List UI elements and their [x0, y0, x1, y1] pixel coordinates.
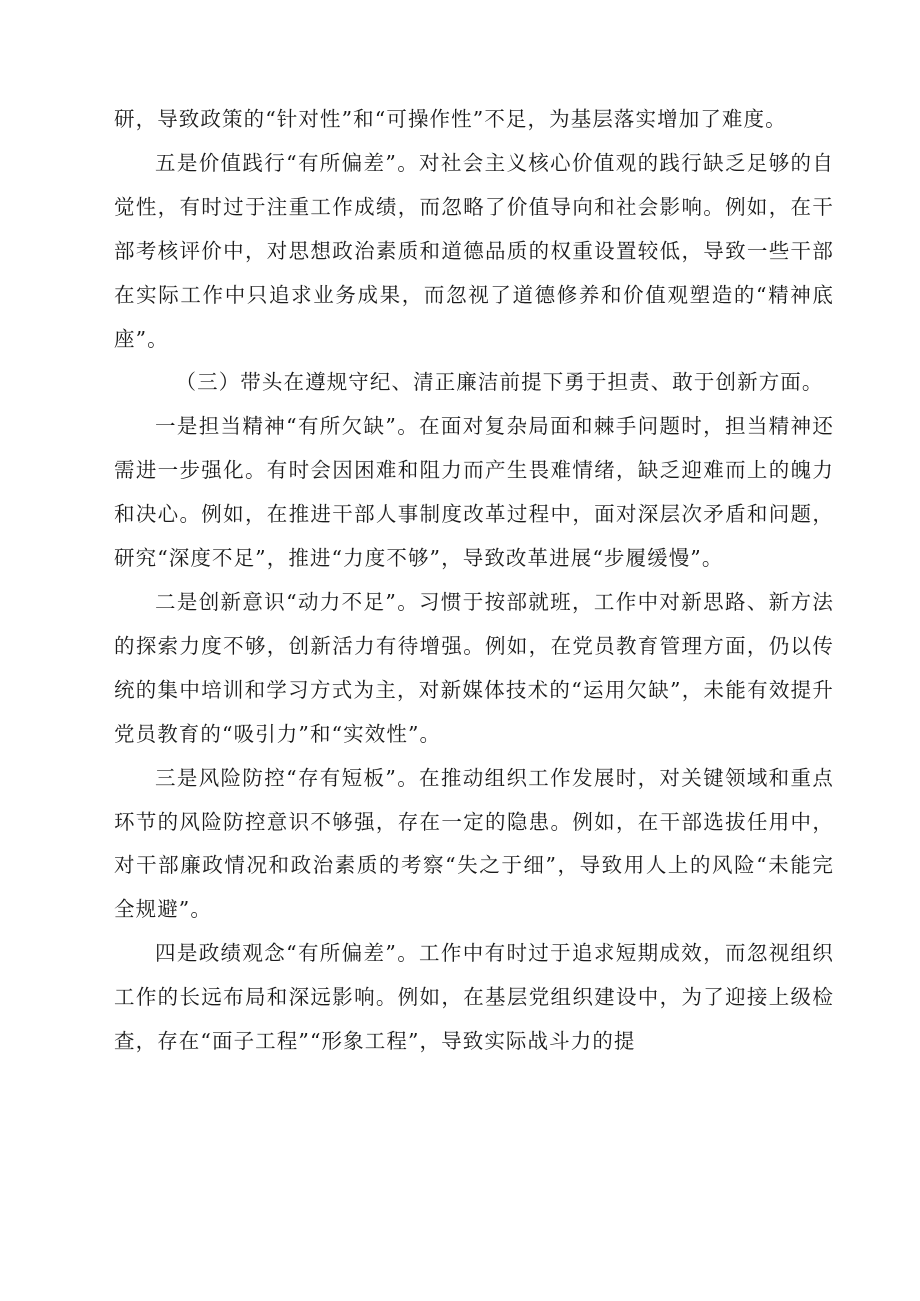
paragraph-performance-view: 四是政绩观念“有所偏差”。工作中有时过于追求短期成效，而忽视组织工作的长远布局和深远影响。例如，在基层党组织建设中，为了迎接上级检查，存在“面子工程”“形象工程”，导致实际战斗力的提 [114, 941, 834, 1054]
paragraph-value-practice: 五是价值践行“有所偏差”。对社会主义核心价值观的践行缺乏足够的自觉性，有时过于注重工作成绩，而忽略了价值导向和社会影响。例如，在干部考核评价中，对思想政治素质和道德品质的权重设置较低，导致一些干部在实际工作中只追求业务成果，而忽视了道德修养和价值观塑造的“精神底座”。 [114, 150, 834, 351]
section-heading-three: （三）带头在遵规守纪、清正廉洁前提下勇于担责、敢于创新方面。 [175, 370, 824, 395]
document-body [114, 98, 834, 1064]
paragraph-responsibility: 一是担当精神“有所欠缺”。在面对复杂局面和棘手问题时，担当精神还需进一步强化。有时会因困难和阻力而产生畏难情绪，缺乏迎难而上的魄力和决心。例如，在推进干部人事制度改革过程中，面对深层次矛盾和问题，研究“深度不足”，推进“力度不够”，导致改革进展“步履缓慢”。 [114, 414, 834, 571]
paragraph-continuation: 研，导致政策的“针对性”和“可操作性”不足，为基层落实增加了难度。 [114, 107, 787, 131]
paragraph-risk-control: 三是风险防控“存有短板”。在推动组织工作发展时，对关键领域和重点环节的风险防控意识不够强，存在一定的隐患。例如，在干部选拔任用中，对干部廉政情况和政治素质的考察“失之于细”，导致用人上的风险“未能完全规避”。 [114, 765, 834, 922]
paragraph-innovation: 二是创新意识“动力不足”。习惯于按部就班，工作中对新思路、新方法的探索力度不够，创新活力有待增强。例如，在党员教育管理方面，仍以传统的集中培训和学习方式为主，对新媒体技术的“运用欠缺”，未能有效提升党员教育的“吸引力”和“实效性”。 [114, 589, 834, 746]
